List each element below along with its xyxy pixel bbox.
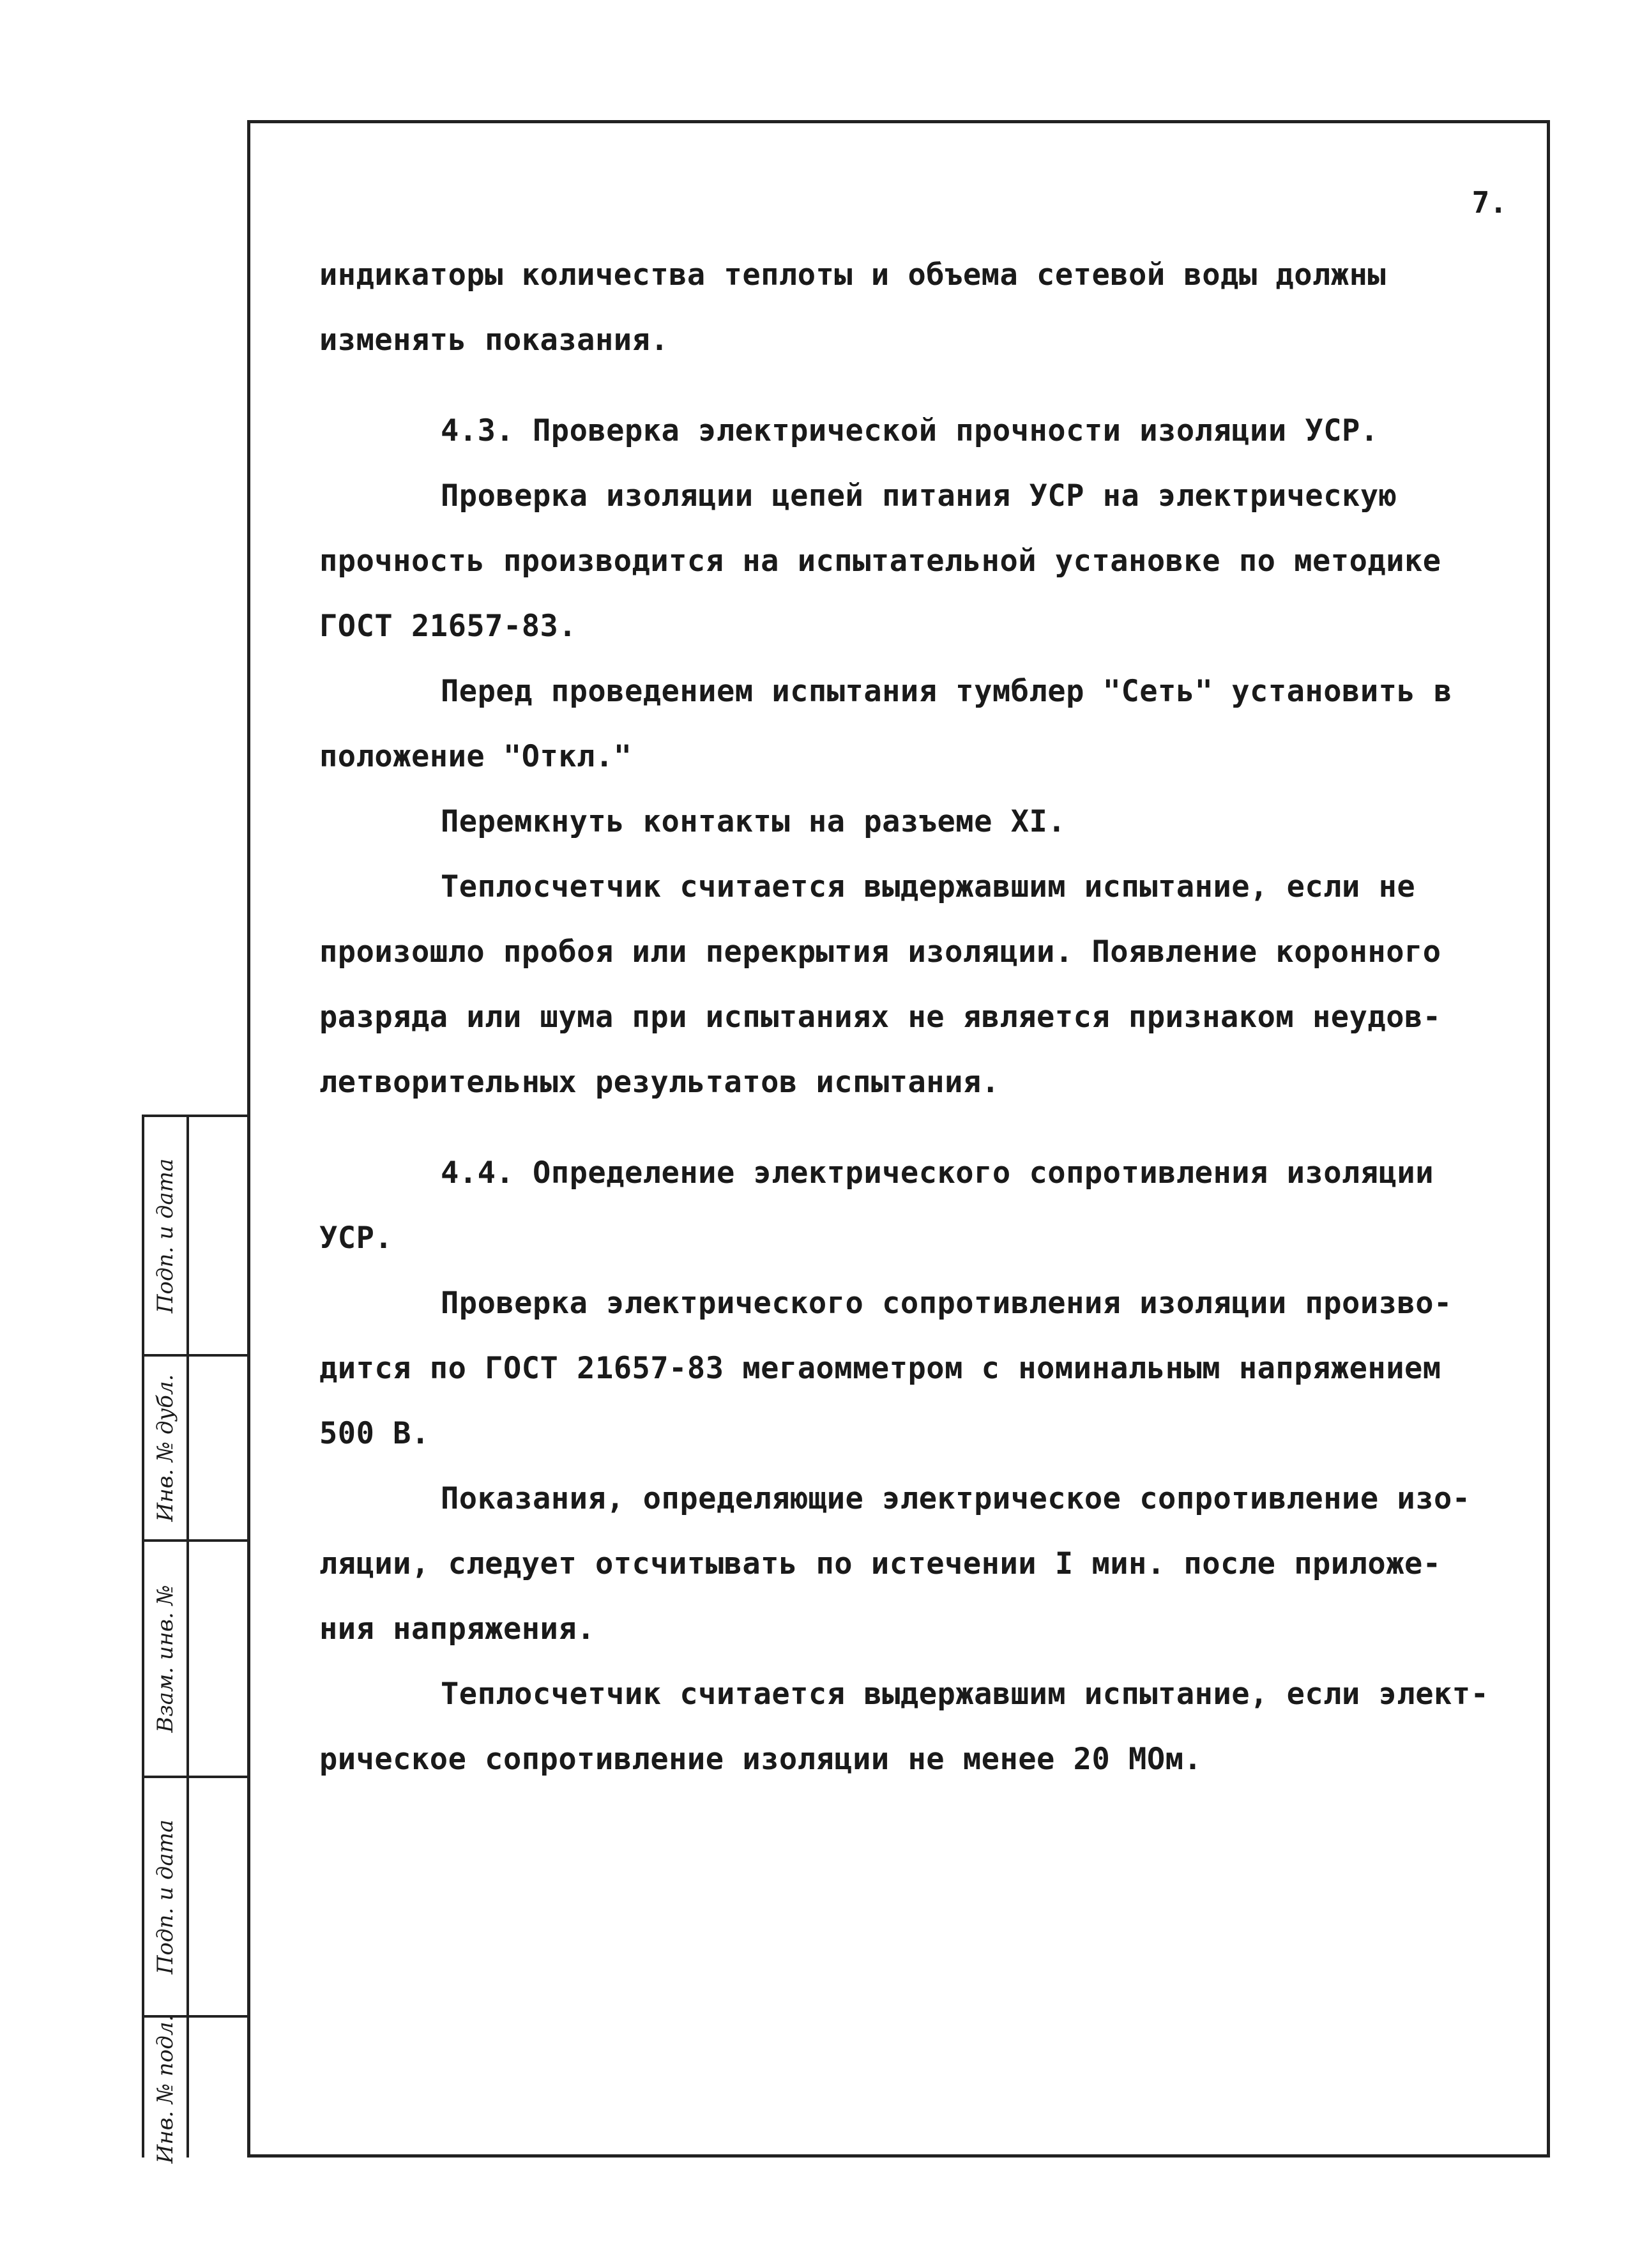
text-line: Показания, определяющие электрическое сопротивление изо- — [441, 1481, 1471, 1516]
text-line: ГОСТ 21657-83. — [319, 609, 577, 644]
text-line: дится по ГОСТ 21657-83 мегаомметром с номинальным напряжением — [319, 1351, 1441, 1386]
text-line: ляции, следует отсчитывать по истечении I мин. после приложе- — [319, 1546, 1441, 1581]
text-line: изменять показания. — [319, 323, 669, 358]
stamp-cell-dup-inv — [144, 1357, 186, 1542]
stamp-label: Взам. инв. № — [153, 1585, 178, 1733]
document-body — [319, 243, 1533, 1792]
paragraph-gap — [319, 1115, 1533, 1141]
text-line: прочность производится на испытательной установке по методике — [319, 544, 1441, 579]
text-line: рическое сопротивление изоляции не менее 20 МОм. — [319, 1742, 1203, 1777]
text-line: Перед проведением испытания тумблер "Сеть" установить в — [441, 674, 1452, 709]
stamp-label: Инв. № дубл. — [153, 1374, 178, 1522]
text-line: летворительных результатов испытания. — [319, 1065, 1000, 1100]
text-line: Перемкнуть контакты на разъеме XI. — [441, 804, 1067, 839]
stamp-cell-sign-date-1 — [144, 1117, 186, 1357]
stamp-field — [186, 1778, 250, 2018]
text-line: произошло пробоя или перекрытия изоляции. Появление коронного — [319, 934, 1441, 970]
side-stamp — [142, 1115, 250, 2163]
stamp-label: Подп. и дата — [153, 1158, 178, 1313]
text-line: УСР. — [319, 1221, 393, 1256]
stamp-cell-sign-date-2 — [144, 1778, 186, 2018]
stamp-label: Инв. № подл. — [153, 2014, 178, 2163]
text-line: Проверка изоляции цепей питания УСР на электрическую — [441, 478, 1397, 514]
stamp-field — [186, 1357, 250, 1542]
text-line: Теплосчетчик считается выдержавшим испытание, если не — [441, 869, 1416, 904]
text-line: 4.4. Определение электрического сопротивления изоляции — [441, 1155, 1434, 1191]
text-line: ния напряжения. — [319, 1611, 595, 1647]
text-line: 500 В. — [319, 1416, 430, 1451]
page-number: 7. — [1471, 185, 1507, 220]
text-line: Теплосчетчик считается выдержавшим испытание, если элект- — [441, 1677, 1489, 1712]
stamp-field — [186, 1117, 250, 1357]
text-line: положение "Откл." — [319, 739, 632, 774]
text-line: индикаторы количества теплоты и объема сетевой воды должны — [319, 257, 1387, 293]
text-line: 4.3. Проверка электрической прочности изоляции УСР. — [441, 413, 1379, 448]
stamp-cell-orig-inv — [144, 2014, 186, 2163]
text-line: Проверка электрического сопротивления изоляции произво- — [441, 1286, 1452, 1321]
paragraph-gap — [319, 373, 1533, 399]
stamp-cell-replace-inv — [144, 1542, 186, 1778]
stamp-label: Подп. и дата — [153, 1819, 178, 1974]
stamp-field — [186, 1542, 250, 1778]
text-line: разряда или шума при испытаниях не является признаком неудов- — [319, 1000, 1441, 1035]
